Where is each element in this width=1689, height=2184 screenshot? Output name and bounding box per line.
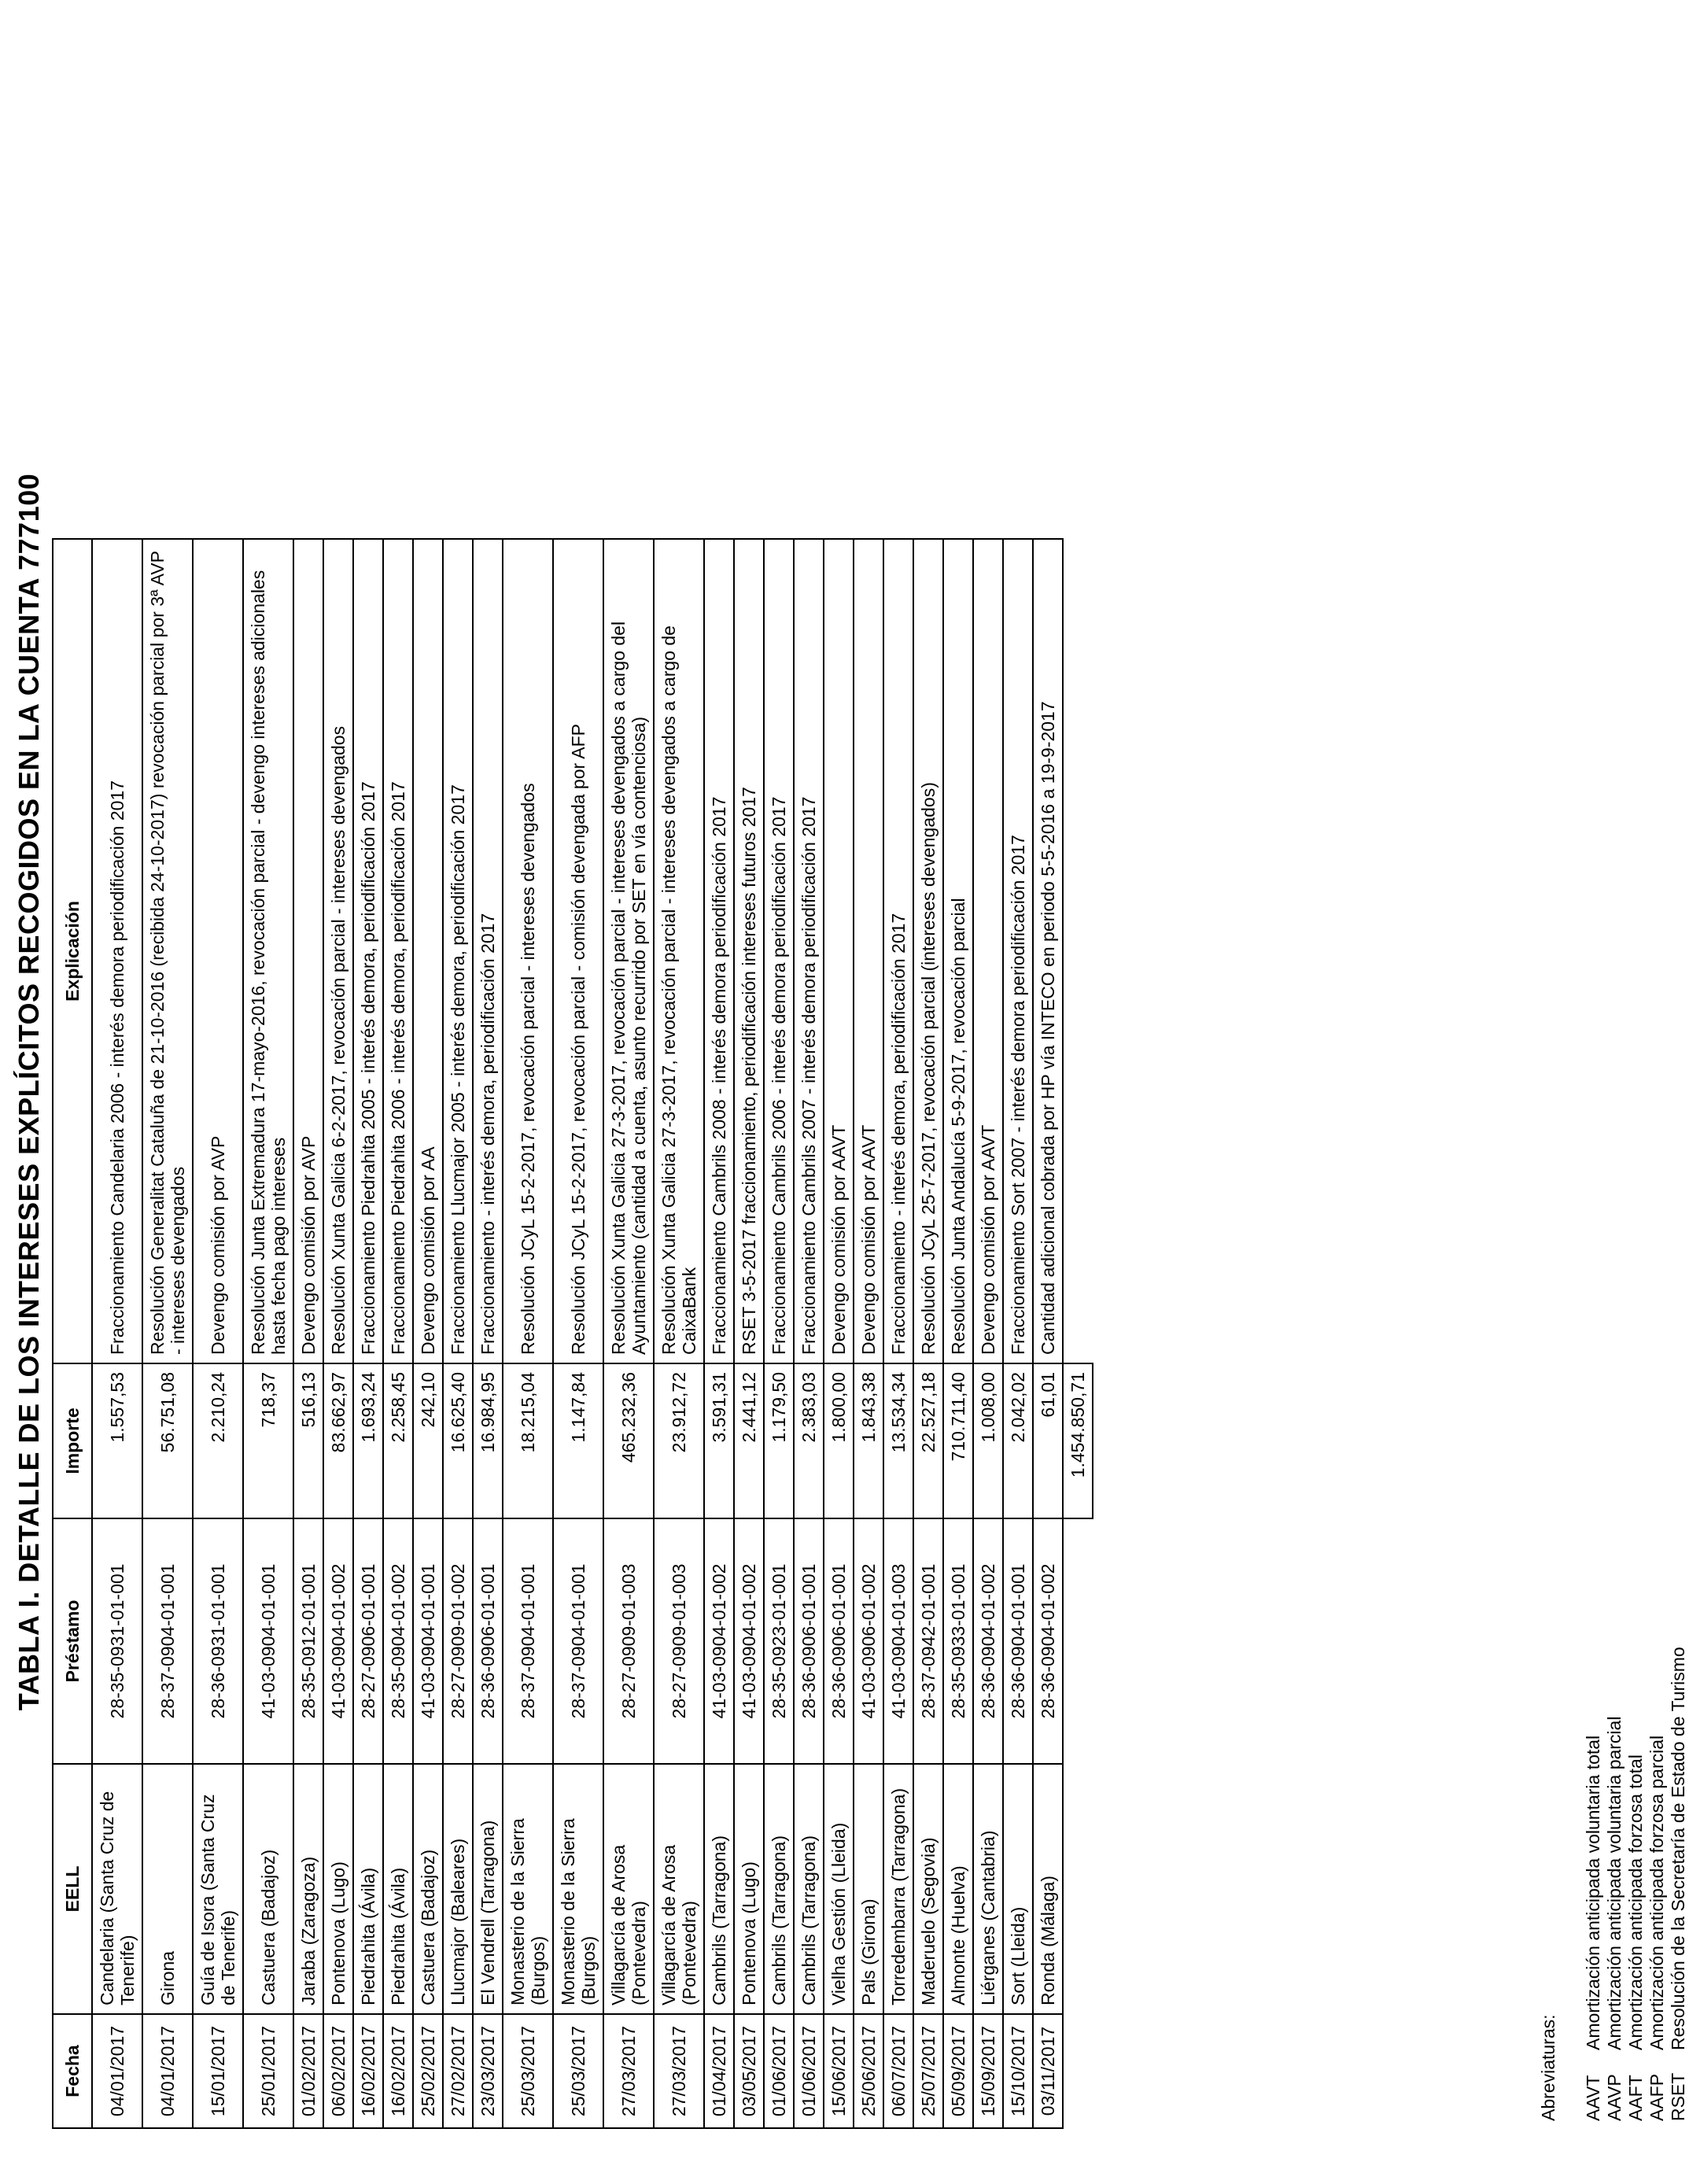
cell-prestamo: 28-27-0909-01-003 <box>654 1518 704 1764</box>
table-row <box>193 539 243 2128</box>
abbreviation-item <box>1668 1647 1689 2121</box>
cell-eell: Torredembarra (Tarragona) <box>883 1764 913 2014</box>
header-fecha: Fecha <box>53 2014 92 2128</box>
table-row <box>293 539 323 2128</box>
cell-importe: 516,13 <box>293 1363 323 1518</box>
table-row <box>553 539 603 2128</box>
table-row <box>943 539 973 2128</box>
cell-prestamo: 41-03-0904-01-002 <box>704 1518 734 1764</box>
abbreviation-item <box>1625 1647 1647 2121</box>
cell-prestamo: 28-37-0904-01-001 <box>553 1518 603 1764</box>
table-row <box>353 539 383 2128</box>
table-row <box>794 539 824 2128</box>
cell-explicacion: Fraccionamiento Cambrils 2006 - interés demora periodificación 2017 <box>764 539 794 1363</box>
abbreviations-list <box>1583 1647 1689 2121</box>
cell-importe: 2.441,12 <box>734 1363 764 1518</box>
cell-eell: Monasterio de la Sierra (Burgos) <box>503 1764 553 2014</box>
cell-eell: Castuera (Badajoz) <box>413 1764 443 2014</box>
cell-eell: Vielha Gestión (Lleida) <box>824 1764 854 2014</box>
cell-explicacion: Resolución JCyL 15-2-2017, revocación parcial - comisión devengada por AFP <box>553 539 603 1363</box>
cell-fecha: 04/01/2017 <box>142 2014 193 2128</box>
cell-importe: 1.800,00 <box>824 1363 854 1518</box>
cell-importe: 242,10 <box>413 1363 443 1518</box>
abbreviation-code: AAVT <box>1583 2075 1603 2121</box>
table-row <box>654 539 704 2128</box>
cell-explicacion: Fraccionamiento Llucmajor 2005 - interés demora, periodificación 2017 <box>443 539 473 1363</box>
cell-fecha: 25/03/2017 <box>553 2014 603 2128</box>
cell-prestamo: 28-36-0904-01-001 <box>1003 1518 1033 1764</box>
cell-importe: 3.591,31 <box>704 1363 734 1518</box>
table-row <box>973 539 1003 2128</box>
cell-prestamo: 28-36-0904-01-002 <box>1033 1518 1063 1764</box>
cell-prestamo: 28-27-0909-01-002 <box>443 1518 473 1764</box>
cell-prestamo: 41-03-0904-01-002 <box>734 1518 764 1764</box>
table-row <box>854 539 883 2128</box>
cell-importe: 22.527,18 <box>913 1363 943 1518</box>
header-importe: Importe <box>53 1363 92 1518</box>
cell-eell: Ronda (Málaga) <box>1033 1764 1063 2014</box>
cell-prestamo: 28-36-0906-01-001 <box>824 1518 854 1764</box>
cell-prestamo: 28-35-0923-01-001 <box>764 1518 794 1764</box>
table-row <box>243 539 293 2128</box>
table-footer <box>1063 539 1093 2128</box>
abbreviation-code: AAFP <box>1647 2073 1667 2121</box>
table-row <box>824 539 854 2128</box>
cell-eell: Jaraba (Zaragoza) <box>293 1764 323 2014</box>
abbreviation-code: AAVP <box>1604 2074 1624 2121</box>
cell-fecha: 03/05/2017 <box>734 2014 764 2128</box>
cell-importe: 18.215,04 <box>503 1363 553 1518</box>
cell-explicacion: Resolución JCyL 25-7-2017, revocación parcial (intereses devengados) <box>913 539 943 1363</box>
abbreviation-item <box>1647 1647 1668 2121</box>
cell-explicacion: Devengo comisión por AA <box>413 539 443 1363</box>
cell-importe: 2.383,03 <box>794 1363 824 1518</box>
cell-importe: 1.008,00 <box>973 1363 1003 1518</box>
cell-importe: 56.751,08 <box>142 1363 193 1518</box>
cell-importe: 1.179,50 <box>764 1363 794 1518</box>
cell-prestamo: 28-35-0904-01-002 <box>383 1518 413 1764</box>
cell-fecha: 15/01/2017 <box>193 2014 243 2128</box>
cell-fecha: 15/09/2017 <box>973 2014 1003 2128</box>
cell-prestamo: 28-36-0906-01-001 <box>473 1518 503 1764</box>
cell-eell: Monasterio de la Sierra (Burgos) <box>553 1764 603 2014</box>
cell-prestamo: 28-27-0906-01-001 <box>353 1518 383 1764</box>
cell-importe: 1.147,84 <box>553 1363 603 1518</box>
cell-eell: Villagarcía de Arosa (Pontevedra) <box>603 1764 654 2014</box>
cell-explicacion: Devengo comisión por AAVT <box>973 539 1003 1363</box>
table-row <box>92 539 142 2128</box>
cell-eell: Pontenova (Lugo) <box>734 1764 764 2014</box>
cell-importe: 465.232,36 <box>603 1363 654 1518</box>
cell-explicacion: Fraccionamiento - interés demora, periodificación 2017 <box>883 539 913 1363</box>
cell-prestamo: 28-37-0904-01-001 <box>503 1518 553 1764</box>
header-prestamo: Préstamo <box>53 1518 92 1764</box>
cell-explicacion: Devengo comisión por AVP <box>193 539 243 1363</box>
cell-explicacion: Fraccionamiento Sort 2007 - interés demora periodificación 2017 <box>1003 539 1033 1363</box>
interest-table-container <box>52 538 1093 2129</box>
cell-fecha: 23/03/2017 <box>473 2014 503 2128</box>
cell-eell: Villagarcía de Arosa (Pontevedra) <box>654 1764 704 2014</box>
table-row <box>142 539 193 2128</box>
abbreviation-meaning: Amortización anticipada voluntaria parcial <box>1604 1716 1624 2050</box>
cell-eell: Llucmajor (Baleares) <box>443 1764 473 2014</box>
cell-fecha: 16/02/2017 <box>353 2014 383 2128</box>
cell-explicacion: Fraccionamiento Cambrils 2008 - interés demora periodificación 2017 <box>704 539 734 1363</box>
cell-fecha: 04/01/2017 <box>92 2014 142 2128</box>
cell-fecha: 25/02/2017 <box>413 2014 443 2128</box>
cell-explicacion: Resolución Xunta Galicia 27-3-2017, revocación parcial - intereses devengados a cargo de CaixaBank <box>654 539 704 1363</box>
header-eell: EELL <box>53 1764 92 2014</box>
cell-fecha: 05/09/2017 <box>943 2014 973 2128</box>
cell-fecha: 25/01/2017 <box>243 2014 293 2128</box>
cell-eell: Sort (Lleida) <box>1003 1764 1033 2014</box>
cell-prestamo: 28-36-0906-01-001 <box>794 1518 824 1764</box>
cell-explicacion: Resolución Xunta Galicia 6-2-2017, revocación parcial - intereses devengados <box>323 539 353 1363</box>
cell-importe: 2.042,02 <box>1003 1363 1033 1518</box>
cell-fecha: 01/06/2017 <box>794 2014 824 2128</box>
cell-eell: Almonte (Huelva) <box>943 1764 973 2014</box>
cell-importe: 16.625,40 <box>443 1363 473 1518</box>
cell-explicacion: Resolución Junta Andalucía 5-9-2017, revocación parcial <box>943 539 973 1363</box>
cell-importe: 16.984,95 <box>473 1363 503 1518</box>
table-row <box>503 539 553 2128</box>
table-row <box>383 539 413 2128</box>
cell-importe: 1.557,53 <box>92 1363 142 1518</box>
cell-explicacion: Resolución Xunta Galicia 27-3-2017, revocación parcial - intereses devengados a cargo del Ayuntamiento (cantidad a cuenta, asunto recurrido por SET en vía contenciosa) <box>603 539 654 1363</box>
cell-prestamo: 41-03-0906-01-002 <box>854 1518 883 1764</box>
table-row <box>704 539 734 2128</box>
table-row <box>443 539 473 2128</box>
cell-fecha: 01/06/2017 <box>764 2014 794 2128</box>
abbreviation-meaning: Amortización anticipada voluntaria total <box>1583 1735 1603 2050</box>
cell-fecha: 15/06/2017 <box>824 2014 854 2128</box>
cell-eell: Cambrils (Tarragona) <box>764 1764 794 2014</box>
total-amount: 1.454.850,71 <box>1063 1363 1093 1518</box>
cell-eell: Castuera (Badajoz) <box>243 1764 293 2014</box>
cell-importe: 2.210,24 <box>193 1363 243 1518</box>
cell-fecha: 15/10/2017 <box>1003 2014 1033 2128</box>
cell-importe: 61,01 <box>1033 1363 1063 1518</box>
cell-explicacion: RSET 3-5-2017 fraccionamiento, periodificación intereses futuros 2017 <box>734 539 764 1363</box>
cell-eell: Guía de Isora (Santa Cruz de Tenerife) <box>193 1764 243 2014</box>
cell-explicacion: Devengo comisión por AAVT <box>854 539 883 1363</box>
abbreviations-section <box>1538 1647 1689 2121</box>
abbreviation-item <box>1604 1647 1625 2121</box>
cell-eell: Candelaria (Santa Cruz de Tenerife) <box>92 1764 142 2014</box>
table-row <box>603 539 654 2128</box>
cell-prestamo: 28-35-0912-01-001 <box>293 1518 323 1764</box>
abbreviation-code: RSET <box>1668 2072 1688 2121</box>
abbreviations-heading: Abreviaturas: <box>1538 2014 1558 2121</box>
cell-explicacion: Fraccionamiento Candelaria 2006 - interés demora periodificación 2017 <box>92 539 142 1363</box>
abbreviation-meaning: Amortización anticipada forzosa total <box>1625 1754 1646 2050</box>
table-row <box>1003 539 1033 2128</box>
abbreviation-code: AAFT <box>1625 2075 1646 2121</box>
table-row <box>913 539 943 2128</box>
cell-importe: 1.843,38 <box>854 1363 883 1518</box>
cell-eell: Pontenova (Lugo) <box>323 1764 353 2014</box>
cell-prestamo: 28-37-0942-01-001 <box>913 1518 943 1764</box>
cell-importe: 83.662,97 <box>323 1363 353 1518</box>
cell-explicacion: Resolución JCyL 15-2-2017, revocación parcial - intereses devengados <box>503 539 553 1363</box>
cell-fecha: 16/02/2017 <box>383 2014 413 2128</box>
cell-explicacion: Fraccionamiento Cambrils 2007 - interés demora periodificación 2017 <box>794 539 824 1363</box>
cell-importe: 2.258,45 <box>383 1363 413 1518</box>
table-row <box>413 539 443 2128</box>
cell-importe: 13.534,34 <box>883 1363 913 1518</box>
abbreviation-meaning: Amortización anticipada forzosa parcial <box>1647 1735 1667 2050</box>
cell-explicacion: Devengo comisión por AAVT <box>824 539 854 1363</box>
cell-eell: El Vendrell (Tarragona) <box>473 1764 503 2014</box>
cell-fecha: 03/11/2017 <box>1033 2014 1063 2128</box>
cell-importe: 1.693,24 <box>353 1363 383 1518</box>
table-row <box>323 539 353 2128</box>
document-title: TABLA I. DETALLE DE LOS INTERESES EXPLÍCITOS RECOGIDOS EN LA CUENTA 777100 <box>13 473 45 1711</box>
cell-eell: Maderuelo (Segovia) <box>913 1764 943 2014</box>
cell-fecha: 01/04/2017 <box>704 2014 734 2128</box>
cell-eell: Piedrahita (Ávila) <box>383 1764 413 2014</box>
cell-eell: Cambrils (Tarragona) <box>794 1764 824 2014</box>
cell-explicacion: Cantidad adicional cobrada por HP vía INTECO en periodo 5-5-2016 a 19-9-2017 <box>1033 539 1063 1363</box>
header-explicacion: Explicación <box>53 539 92 1363</box>
cell-prestamo: 28-27-0909-01-003 <box>603 1518 654 1764</box>
interest-table <box>52 538 1093 2129</box>
cell-prestamo: 28-37-0904-01-001 <box>142 1518 193 1764</box>
cell-prestamo: 28-36-0904-01-002 <box>973 1518 1003 1764</box>
cell-prestamo: 41-03-0904-01-003 <box>883 1518 913 1764</box>
cell-prestamo: 41-03-0904-01-001 <box>413 1518 443 1764</box>
abbreviation-item <box>1583 1647 1604 2121</box>
cell-eell: Liérganes (Cantabria) <box>973 1764 1003 2014</box>
header-row <box>53 539 92 2128</box>
cell-explicacion: Fraccionamiento Piedrahita 2006 - interés demora, periodificación 2017 <box>383 539 413 1363</box>
table-row <box>1033 539 1063 2128</box>
cell-fecha: 27/03/2017 <box>654 2014 704 2128</box>
cell-prestamo: 28-36-0931-01-001 <box>193 1518 243 1764</box>
cell-eell: Piedrahita (Ávila) <box>353 1764 383 2014</box>
cell-eell: Pals (Girona) <box>854 1764 883 2014</box>
total-spacer <box>1063 1518 1093 2128</box>
total-spacer-right <box>1063 539 1093 1363</box>
table-row <box>473 539 503 2128</box>
table-body <box>92 539 1063 2128</box>
cell-fecha: 25/07/2017 <box>913 2014 943 2128</box>
abbreviation-meaning: Resolución de la Secretaría de Estado de Turismo <box>1668 1647 1688 2050</box>
table-row <box>734 539 764 2128</box>
cell-importe: 23.912,72 <box>654 1363 704 1518</box>
cell-eell: Girona <box>142 1764 193 2014</box>
table-row <box>883 539 913 2128</box>
cell-fecha: 06/02/2017 <box>323 2014 353 2128</box>
cell-explicacion: Fraccionamiento Piedrahita 2005 - interés demora, periodificación 2017 <box>353 539 383 1363</box>
cell-fecha: 27/02/2017 <box>443 2014 473 2128</box>
cell-prestamo: 41-03-0904-01-002 <box>323 1518 353 1764</box>
cell-prestamo: 28-35-0931-01-001 <box>92 1518 142 1764</box>
cell-fecha: 06/07/2017 <box>883 2014 913 2128</box>
cell-explicacion: Devengo comisión por AVP <box>293 539 323 1363</box>
cell-explicacion: Resolución Generalitat Cataluña de 21-10-2016 (recibida 24-10-2017) revocación parcial por 3ª AVP - intereses devengados <box>142 539 193 1363</box>
cell-importe: 718,37 <box>243 1363 293 1518</box>
cell-explicacion: Fraccionamiento - interés demora, periodificación 2017 <box>473 539 503 1363</box>
cell-fecha: 01/02/2017 <box>293 2014 323 2128</box>
cell-explicacion: Resolución Junta Extremadura 17-mayo-2016, revocación parcial - devengo intereses adicionales hasta fecha pago intereses <box>243 539 293 1363</box>
cell-eell: Cambrils (Tarragona) <box>704 1764 734 2014</box>
table-row <box>764 539 794 2128</box>
cell-fecha: 25/06/2017 <box>854 2014 883 2128</box>
cell-importe: 710.711,40 <box>943 1363 973 1518</box>
total-row <box>1063 539 1093 2128</box>
cell-prestamo: 41-03-0904-01-001 <box>243 1518 293 1764</box>
table-header <box>53 539 92 2128</box>
cell-fecha: 27/03/2017 <box>603 2014 654 2128</box>
cell-prestamo: 28-35-0933-01-001 <box>943 1518 973 1764</box>
cell-fecha: 25/03/2017 <box>503 2014 553 2128</box>
